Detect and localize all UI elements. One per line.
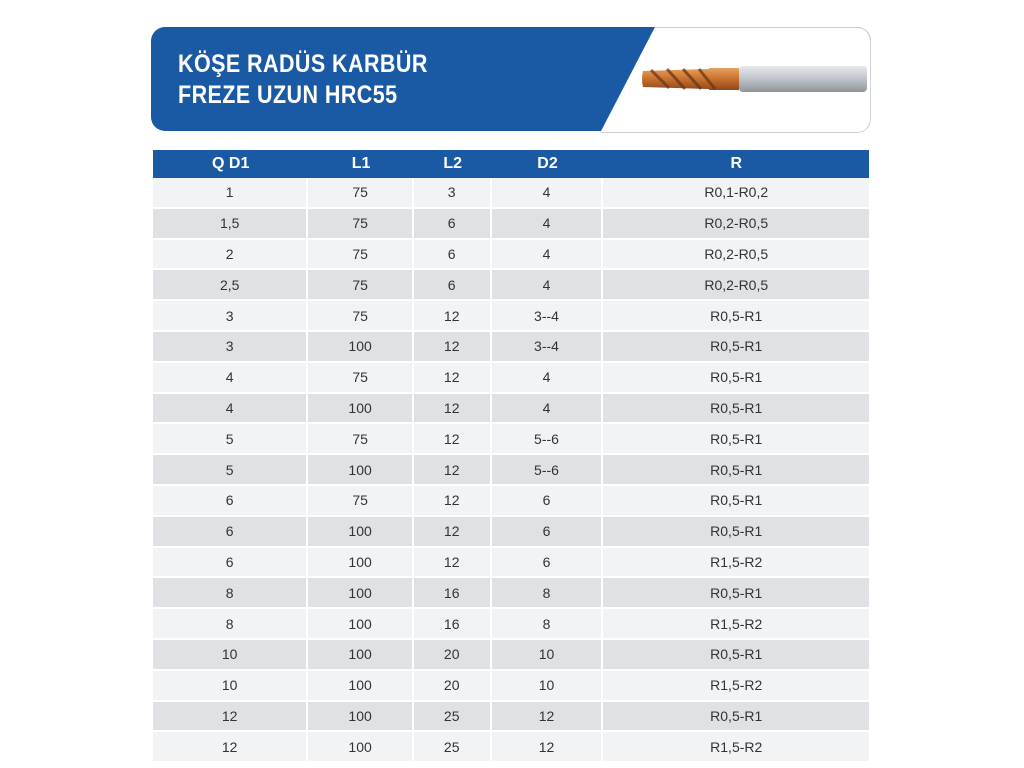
table-cell: 100 <box>308 332 414 363</box>
table-cell: 6 <box>492 517 604 548</box>
table-cell: 75 <box>308 363 414 394</box>
table-cell: 75 <box>308 301 414 332</box>
table-cell: 8 <box>492 609 604 640</box>
table-cell: 75 <box>308 240 414 271</box>
table-cell: R0,5-R1 <box>603 455 869 486</box>
column-header: L1 <box>308 150 414 178</box>
table-cell: 6 <box>153 486 308 517</box>
table-row <box>153 455 869 486</box>
table-cell: 5 <box>153 424 308 455</box>
table-row <box>153 640 869 671</box>
table-cell: 3 <box>153 332 308 363</box>
column-header: D2 <box>492 150 604 178</box>
table-cell: 10 <box>492 671 604 702</box>
table-cell: 6 <box>414 209 492 240</box>
table-cell: R0,5-R1 <box>603 301 869 332</box>
table-row <box>153 671 869 702</box>
table-cell: 25 <box>414 702 492 733</box>
page-title <box>178 49 428 111</box>
table-cell: 6 <box>414 270 492 301</box>
column-header: Q D1 <box>153 150 308 178</box>
table-row <box>153 517 869 548</box>
table-cell: 8 <box>153 609 308 640</box>
table-cell: R0,2-R0,5 <box>603 240 869 271</box>
table-row <box>153 394 869 425</box>
table-row <box>153 270 869 301</box>
table-cell: 100 <box>308 455 414 486</box>
table-cell: 12 <box>414 424 492 455</box>
corner-radius-end-mill-icon <box>639 63 869 95</box>
table-cell: 3 <box>414 178 492 209</box>
table-cell: R1,5-R2 <box>603 671 869 702</box>
table-cell: R0,5-R1 <box>603 332 869 363</box>
table-body <box>153 178 869 763</box>
table-cell: 12 <box>153 702 308 733</box>
table-cell: 12 <box>414 332 492 363</box>
table-row <box>153 486 869 517</box>
table-cell: R0,1-R0,2 <box>603 178 869 209</box>
table-cell: 4 <box>153 363 308 394</box>
table-cell: 12 <box>414 394 492 425</box>
table-cell: 12 <box>414 363 492 394</box>
header-banner <box>151 27 871 131</box>
table-row <box>153 240 869 271</box>
table-cell: 100 <box>308 640 414 671</box>
table-cell: 1 <box>153 178 308 209</box>
dimensions-table <box>153 150 869 763</box>
table-cell: 6 <box>153 517 308 548</box>
table-cell: 3--4 <box>492 301 604 332</box>
table-cell: 2,5 <box>153 270 308 301</box>
table-cell: 12 <box>492 702 604 733</box>
table-cell: 4 <box>492 178 604 209</box>
table-cell: 12 <box>414 301 492 332</box>
table-cell: 1,5 <box>153 209 308 240</box>
table-row <box>153 609 869 640</box>
table-cell: 8 <box>492 578 604 609</box>
table-cell: 16 <box>414 578 492 609</box>
table-cell: R0,5-R1 <box>603 702 869 733</box>
table-cell: R0,5-R1 <box>603 486 869 517</box>
table-cell: 12 <box>414 517 492 548</box>
table-cell: 75 <box>308 178 414 209</box>
table-cell: 20 <box>414 671 492 702</box>
table-cell: 100 <box>308 732 414 763</box>
table-cell: R0,5-R1 <box>603 517 869 548</box>
table-cell: 12 <box>414 486 492 517</box>
table-cell: 100 <box>308 702 414 733</box>
table-cell: R1,5-R2 <box>603 548 869 579</box>
table-cell: R0,2-R0,5 <box>603 209 869 240</box>
table-row <box>153 732 869 763</box>
table-cell: 100 <box>308 394 414 425</box>
table-row <box>153 702 869 733</box>
table-header-row <box>153 150 869 178</box>
table-cell: R0,5-R1 <box>603 640 869 671</box>
table-cell: 4 <box>492 270 604 301</box>
table-cell: 12 <box>492 732 604 763</box>
table-cell: R1,5-R2 <box>603 732 869 763</box>
table-cell: R0,2-R0,5 <box>603 270 869 301</box>
table-cell: 16 <box>414 609 492 640</box>
table-cell: 75 <box>308 486 414 517</box>
table-cell: 6 <box>414 240 492 271</box>
table-row <box>153 332 869 363</box>
title-line-1: KÖŞE RADÜS KARBÜR <box>178 50 428 78</box>
table-cell: 5 <box>153 455 308 486</box>
column-header: L2 <box>414 150 492 178</box>
table-cell: 100 <box>308 517 414 548</box>
table-cell: 100 <box>308 609 414 640</box>
table-cell: R0,5-R1 <box>603 363 869 394</box>
table-row <box>153 209 869 240</box>
table-row <box>153 578 869 609</box>
table-cell: 8 <box>153 578 308 609</box>
table-cell: 12 <box>414 548 492 579</box>
table-row <box>153 548 869 579</box>
table-cell: 2 <box>153 240 308 271</box>
table-cell: 5--6 <box>492 424 604 455</box>
table-row <box>153 301 869 332</box>
table-cell: 25 <box>414 732 492 763</box>
table-cell: 3--4 <box>492 332 604 363</box>
table-cell: R0,5-R1 <box>603 394 869 425</box>
table-cell: 4 <box>492 240 604 271</box>
table-cell: 4 <box>492 363 604 394</box>
table-cell: 75 <box>308 424 414 455</box>
table-cell: 6 <box>492 486 604 517</box>
table-row <box>153 363 869 394</box>
table-cell: 6 <box>153 548 308 579</box>
table-cell: 10 <box>492 640 604 671</box>
table-cell: 20 <box>414 640 492 671</box>
column-header: R <box>603 150 869 178</box>
table-cell: R1,5-R2 <box>603 609 869 640</box>
table-row <box>153 424 869 455</box>
table-cell: 100 <box>308 548 414 579</box>
table-cell: 5--6 <box>492 455 604 486</box>
table-cell: 75 <box>308 270 414 301</box>
table-cell: 6 <box>492 548 604 579</box>
table-cell: 75 <box>308 209 414 240</box>
table-cell: R0,5-R1 <box>603 578 869 609</box>
table-cell: 3 <box>153 301 308 332</box>
table-cell: 4 <box>492 209 604 240</box>
table-cell: 100 <box>308 578 414 609</box>
table-cell: 10 <box>153 671 308 702</box>
title-line-2: FREZE UZUN HRC55 <box>178 81 398 109</box>
table-cell: 12 <box>153 732 308 763</box>
table-cell: 4 <box>492 394 604 425</box>
table-cell: 4 <box>153 394 308 425</box>
table-cell: 100 <box>308 671 414 702</box>
table-cell: R0,5-R1 <box>603 424 869 455</box>
table-cell: 12 <box>414 455 492 486</box>
table-cell: 10 <box>153 640 308 671</box>
table-row <box>153 178 869 209</box>
